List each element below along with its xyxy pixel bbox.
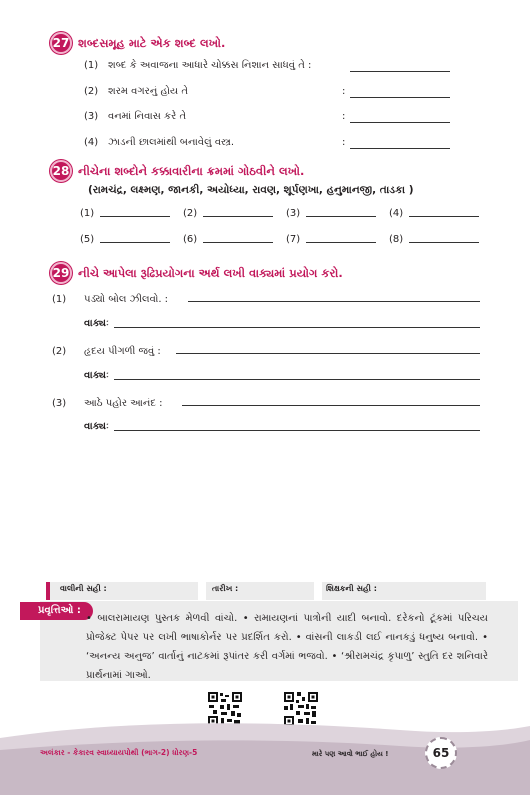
answer-line[interactable]	[100, 242, 170, 243]
teacher-signature-label: શિક્ષકની સહી :	[326, 584, 377, 593]
signature-divider	[198, 582, 206, 600]
item-number: (4)	[84, 137, 99, 148]
answer-line[interactable]	[409, 242, 479, 243]
meaning-line[interactable]	[182, 405, 480, 406]
item-number: (1)	[84, 60, 99, 71]
answer-line[interactable]	[100, 216, 170, 217]
date-label: તારીખ :	[212, 584, 239, 593]
item-number: (2)	[84, 86, 99, 97]
item-number: (2)	[52, 346, 67, 357]
answer-line[interactable]	[350, 97, 450, 98]
activity-tag: પ્રવૃત્તિઓ :	[20, 602, 93, 620]
idiom-text: આઠે પહોર આનંદ :	[84, 398, 163, 409]
footer-wave	[0, 680, 530, 795]
item-colon: :	[342, 86, 346, 97]
sentence-line[interactable]	[114, 327, 480, 328]
item-text: શરમ વગરનું હોય તે	[108, 86, 189, 97]
slot-number: (7)	[286, 234, 301, 245]
slot-number: (5)	[80, 234, 95, 245]
sentence-label: વાક્યઃ	[84, 318, 109, 329]
answer-line[interactable]	[203, 216, 273, 217]
meaning-line[interactable]	[188, 301, 480, 302]
book-title: અલંકાર - કેકારવ સ્વાધ્યાયપોથી (ભાગ-2) ધોરણ-5	[40, 748, 198, 757]
question-number-badge: 29	[50, 262, 72, 284]
sentence-label: વાક્યઃ	[84, 370, 109, 381]
item-colon: :	[342, 137, 346, 148]
word-list: (રામચંદ્ર, લક્ષ્મણ, જાનકી, અયોધ્યા, રાવણ, શૂર્પણખા, હનુમાનજી, તાડકા )	[88, 184, 414, 196]
slot-number: (4)	[389, 208, 404, 219]
chapter-title: મારે પણ આવો ભાઈ હોય !	[312, 750, 389, 758]
signature-divider	[314, 582, 322, 600]
answer-line[interactable]	[409, 216, 479, 217]
item-colon: :	[342, 111, 346, 122]
item-number: (1)	[52, 294, 67, 305]
slot-number: (6)	[183, 234, 198, 245]
question-title: નીચે આપેલા રૂઢિપ્રયોગના અર્થ લખી વાક્યમાં પ્રયોગ કરો.	[78, 265, 343, 280]
slot-number: (1)	[80, 208, 95, 219]
slot-number: (2)	[183, 208, 198, 219]
signature-accent	[46, 582, 50, 600]
idiom-text: પડ્યો બોલ ઝીલવો. :	[84, 294, 169, 305]
signature-bar	[46, 582, 486, 600]
answer-line[interactable]	[350, 148, 450, 149]
idiom-text: હૃદય પીગળી જવું :	[84, 346, 161, 357]
slot-number: (3)	[286, 208, 301, 219]
answer-line[interactable]	[306, 242, 376, 243]
activity-text: • બાલરામાયણ પુસ્તક મેળવી વાંચો. • રામાયણનાં પાત્રોની યાદી બનાવો. દરેકનો ટૂંકમાં પરિચય પ્રોજેક્ટ પેપર પર લખી ભાષાકોર્નર પર પ્રદર્શિત કરો. • વાંસની લાકડી લઈ નાનકડું ધનુષ્ય બનાવો. • ‘અનન્ય અનુજ’ વાર્તાનું નાટકમાં રૂપાંતર કરી વર્ગમાં ભજવો. • ‘શ્રીરામચંદ્ર કૃપાળુ’ સ્તુતિ દર શનિવારે પ્રાર્થનામાં ગાઓ.	[86, 613, 488, 681]
question-27-header	[50, 32, 225, 54]
answer-line[interactable]	[350, 71, 450, 72]
answer-line[interactable]	[203, 242, 273, 243]
item-text: શબ્દ કે અવાજના આધારે ચોક્કસ નિશાન સાધવું તે :	[108, 60, 312, 71]
question-number-badge: 28	[50, 160, 72, 182]
parent-signature-label: વાલીની સહી :	[60, 584, 107, 593]
sentence-line[interactable]	[114, 430, 480, 431]
item-number: (3)	[84, 111, 99, 122]
sentence-label: વાક્યઃ	[84, 421, 109, 432]
item-text: વનમાં નિવાસ કરે તે	[108, 111, 187, 122]
answer-line[interactable]	[350, 122, 450, 123]
item-number: (3)	[52, 398, 67, 409]
question-28-header	[50, 160, 304, 182]
question-number-badge: 27	[50, 32, 72, 54]
slot-number: (8)	[389, 234, 404, 245]
meaning-line[interactable]	[176, 353, 480, 354]
question-29-header	[50, 262, 343, 284]
page-number: 65	[425, 737, 457, 769]
item-text: ઝાડની છાલમાંથી બનાવેલું વસ્ત્ર.	[108, 137, 235, 148]
question-title: નીચેના શબ્દોને કક્કાવારીના ક્રમમાં ગોઠવીને લખો.	[78, 163, 305, 178]
question-title: શબ્દસમૂહ માટે એક શબ્દ લખો.	[78, 35, 226, 50]
sentence-line[interactable]	[114, 379, 480, 380]
answer-line[interactable]	[306, 216, 376, 217]
